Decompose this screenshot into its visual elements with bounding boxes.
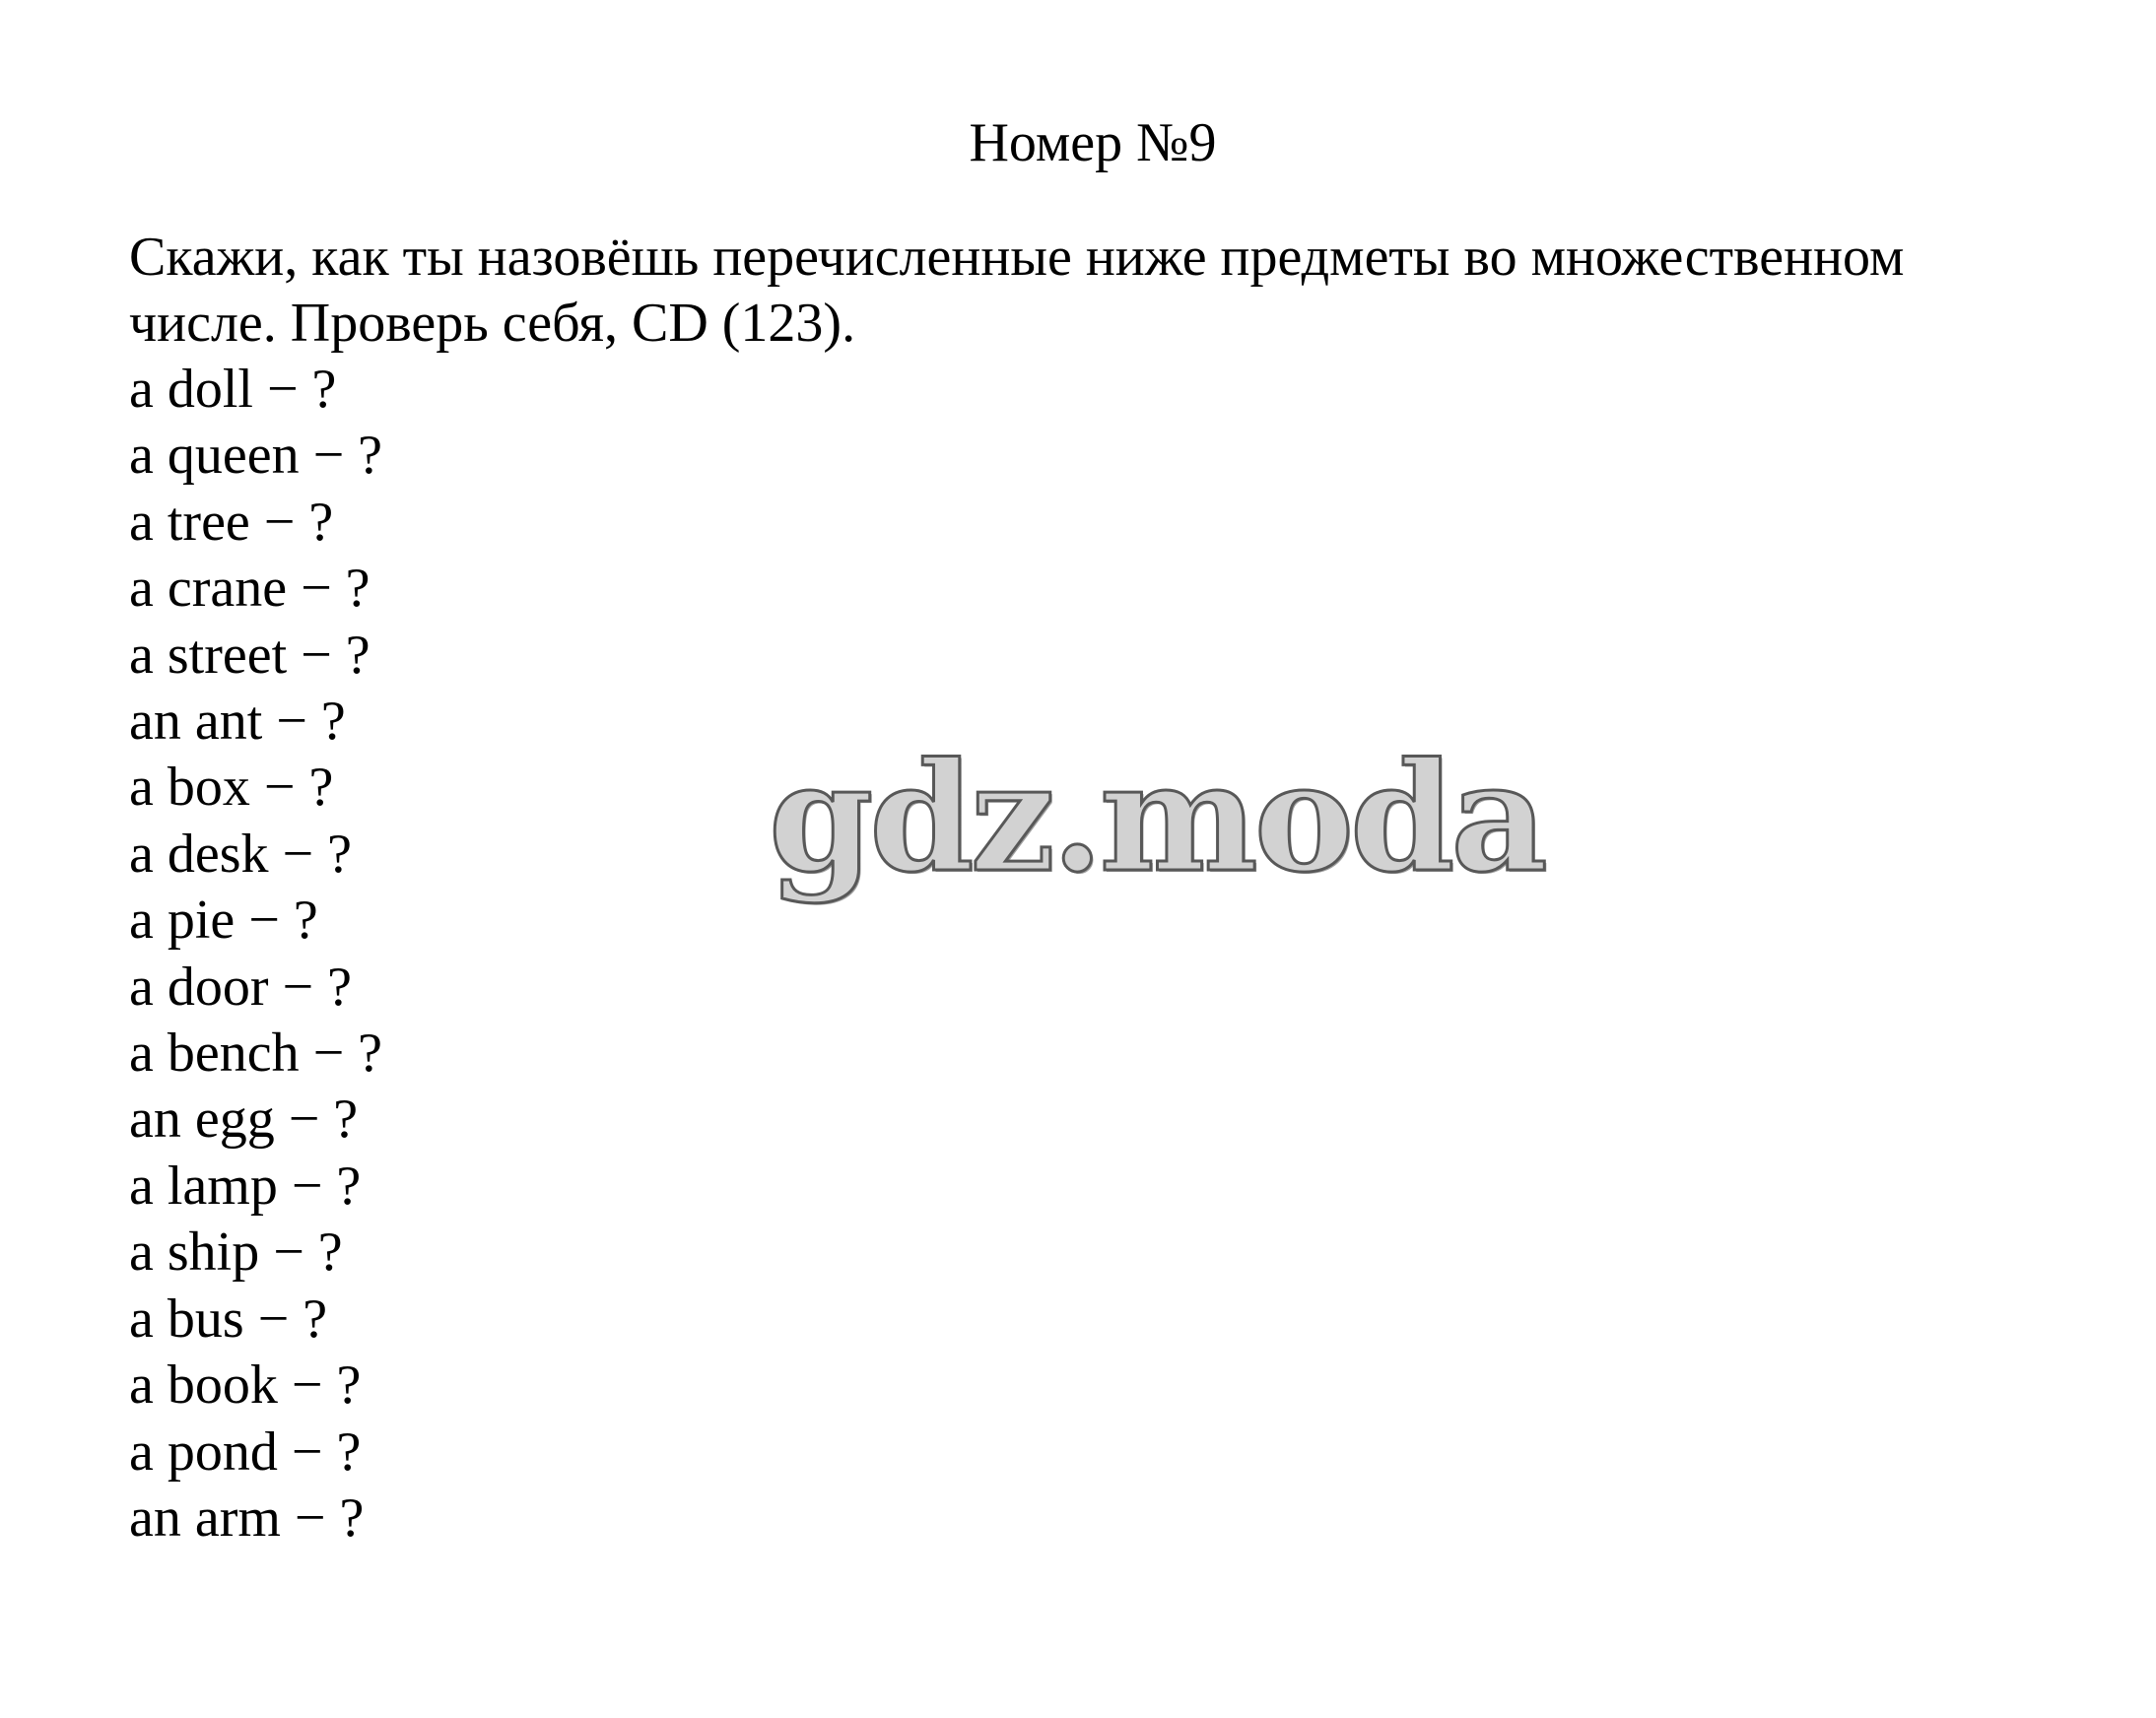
- list-item: a lamp − ?: [129, 1155, 362, 1217]
- task-instruction: [129, 225, 2100, 357]
- page-title: Номер №9: [969, 112, 1217, 173]
- list-item: an ant − ?: [129, 691, 346, 753]
- list-item: a doll − ?: [129, 359, 337, 420]
- list-item: a ship − ?: [129, 1222, 343, 1284]
- list-item: a street − ?: [129, 624, 371, 686]
- list-item: a bus − ?: [129, 1288, 328, 1350]
- list-item: a door − ?: [129, 956, 352, 1018]
- list-item: a tree − ?: [129, 491, 334, 553]
- watermark-logo: gdz.moda: [769, 729, 1544, 905]
- instruction-line-2: числе. Проверь себя, CD (123).: [129, 293, 856, 354]
- list-item: a queen − ?: [129, 425, 383, 487]
- list-item: a book − ?: [129, 1355, 362, 1417]
- list-item: a bench − ?: [129, 1023, 383, 1085]
- list-item: a pond − ?: [129, 1421, 362, 1483]
- list-item: an egg − ?: [129, 1089, 359, 1151]
- list-item: a pie − ?: [129, 890, 318, 952]
- word-list: [129, 357, 382, 1552]
- list-item: a desk − ?: [129, 823, 352, 885]
- list-item: a box − ?: [129, 757, 334, 819]
- instruction-line-1: Скажи, как ты назовёшь перечисленные ниже предметы во множественном: [129, 227, 1905, 288]
- list-item: an arm − ?: [129, 1487, 365, 1549]
- list-item: a crane − ?: [129, 558, 371, 620]
